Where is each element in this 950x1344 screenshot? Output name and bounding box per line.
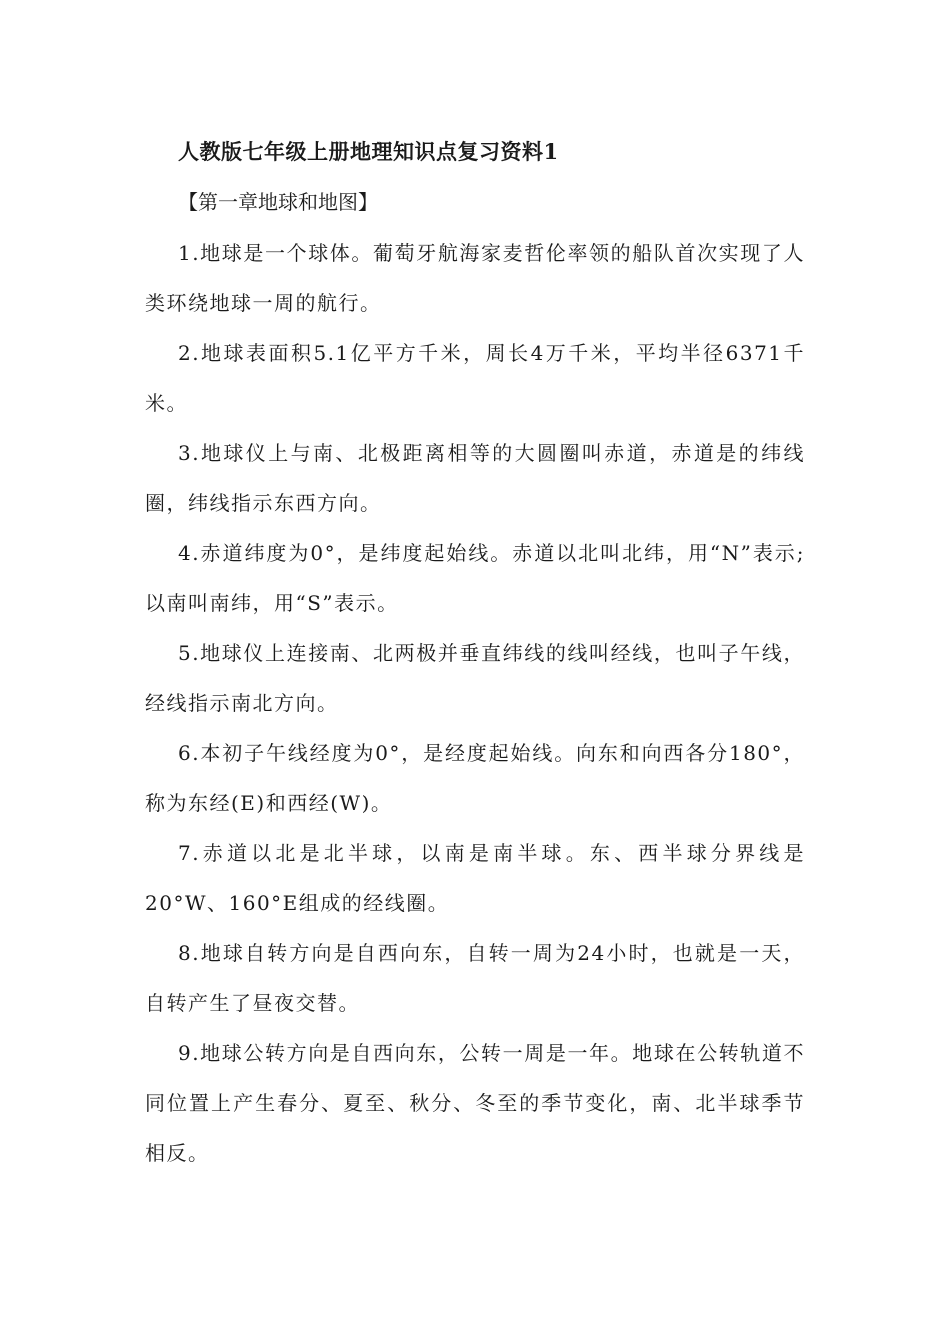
paragraph-8: 8.地球自转方向是自西向东，自转一周为24小时，也就是一天，自转产生了昼夜交替。: [145, 941, 805, 1015]
paragraph-9: 9.地球公转方向是自西向东，公转一周是一年。地球在公转轨道不同位置上产生春分、夏至、秋分、冬至的季节变化，南、北半球季节相反。: [145, 1041, 805, 1165]
chapter-heading: 【第一章地球和地图】: [178, 190, 378, 214]
paragraph-6: 6.本初子午线经度为0°，是经度起始线。向东和向西各分180°，称为东经(E)和西经(W)。: [145, 741, 805, 815]
paragraph-5: 5.地球仪上连接南、北两极并垂直纬线的线叫经线，也叫子午线，经线指示南北方向。: [145, 641, 805, 715]
paragraph-4: 4.赤道纬度为0°，是纬度起始线。赤道以北叫北纬，用“N”表示;以南叫南纬，用“S”表示。: [145, 541, 805, 615]
paragraph-7: 7.赤道以北是北半球，以南是南半球。东、西半球分界线是20°W、160°E组成的经线圈。: [145, 841, 805, 915]
paragraph-1: 1.地球是一个球体。葡萄牙航海家麦哲伦率领的船队首次实现了人类环绕地球一周的航行。: [145, 241, 805, 315]
document-body: [145, 228, 805, 1178]
paragraph-2: 2.地球表面积5.1亿平方千米，周长4万千米，平均半径6371千米。: [145, 341, 805, 415]
document-title: 人教版七年级上册地理知识点复习资料1: [178, 139, 559, 164]
paragraph-3: 3.地球仪上与南、北极距离相等的大圆圈叫赤道，赤道是的纬线圈，纬线指示东西方向。: [145, 441, 805, 515]
